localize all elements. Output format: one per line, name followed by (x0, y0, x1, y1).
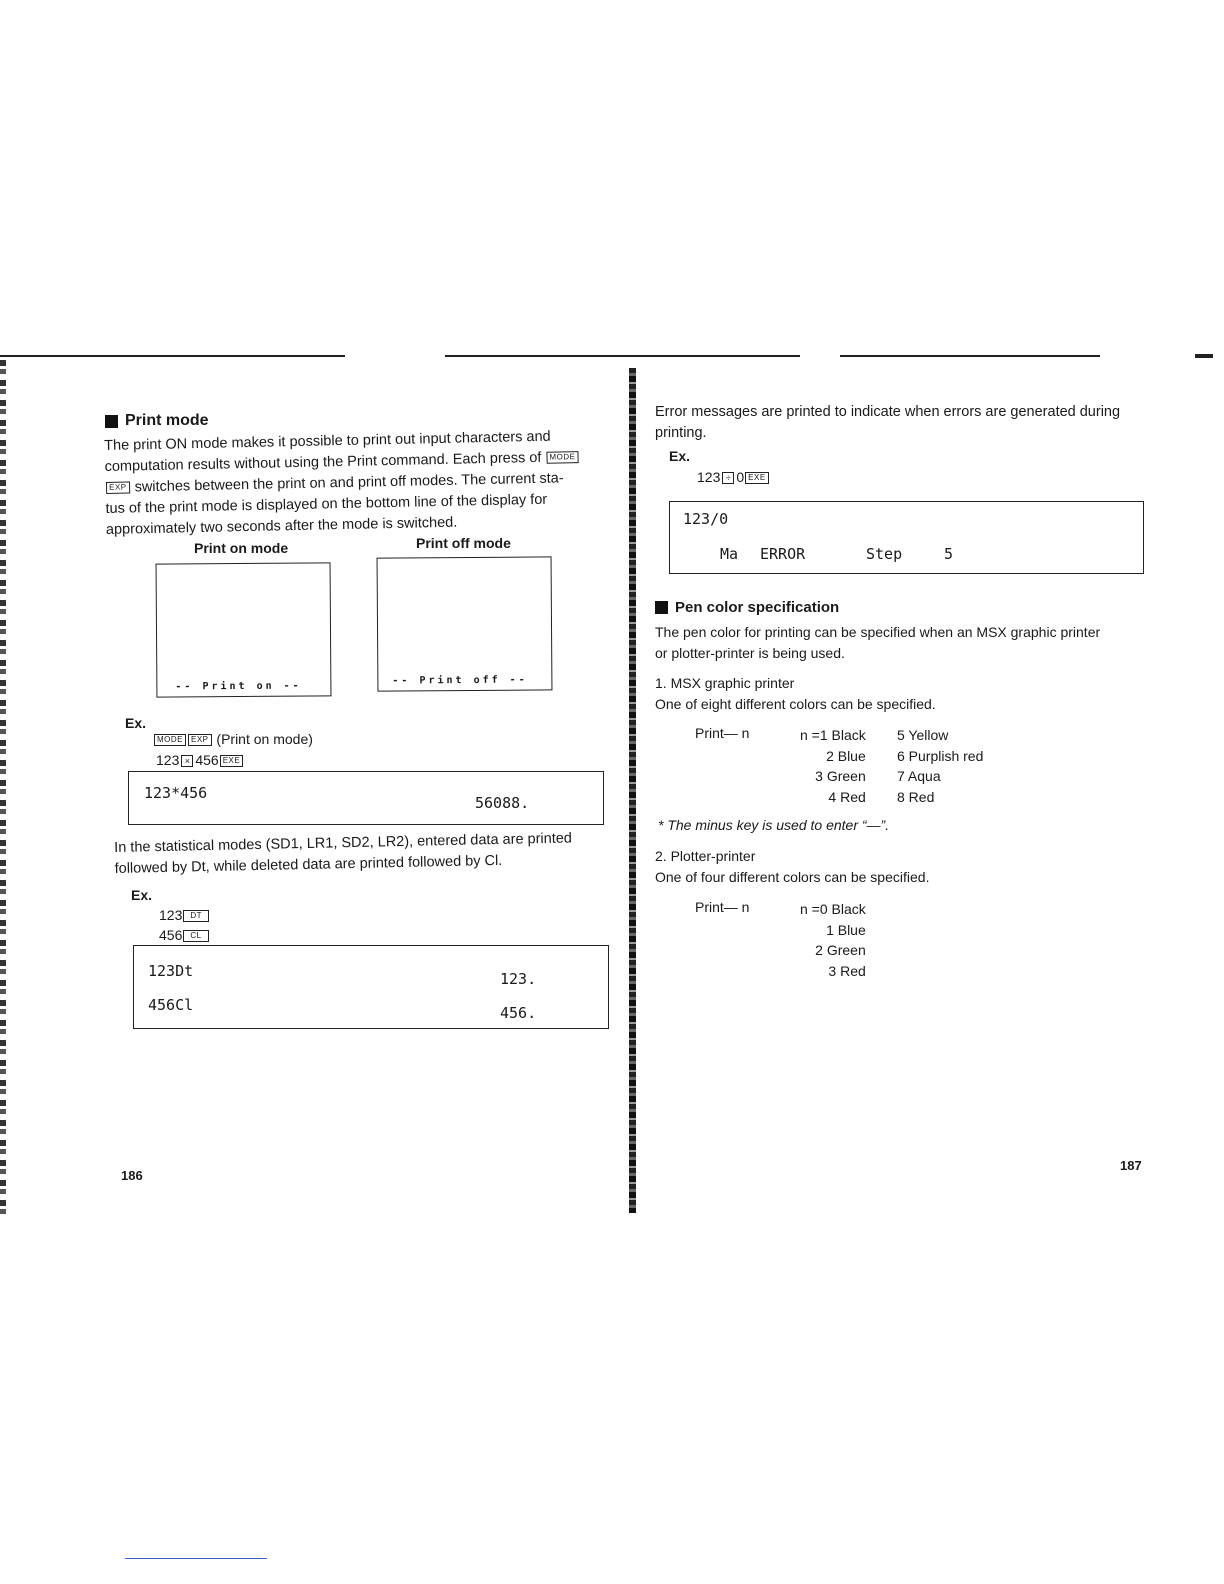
color-item: 6 Purplish red (897, 747, 984, 764)
display-input: 123/0 (683, 510, 729, 528)
plotter-command: Print— n (695, 899, 750, 915)
print-off-label: Print off mode (416, 535, 511, 551)
mode-key-icon: MODE (154, 734, 186, 746)
para-line: or plotter-printer is being used. (655, 645, 845, 661)
example-label: Ex. (669, 448, 691, 464)
exe-key-icon: EXE (220, 755, 244, 767)
pen-color-heading-text: Pen color specification (675, 599, 840, 616)
display-statistical (133, 945, 609, 1029)
top-rule-edge (1195, 354, 1213, 358)
example-stat-line-1 (159, 907, 210, 923)
example-divide-keystrokes (697, 469, 770, 485)
statistical-paragraph (114, 828, 615, 880)
para-line: In the statistical modes (SD1, LR1, SD2, LR2), entered data are printed (114, 830, 573, 856)
color-item: 7 Aqua (897, 768, 941, 784)
para-line: tus of the print mode is displayed on the bottom line of the display for (105, 491, 548, 517)
pen-color-heading (655, 599, 839, 616)
para-line: followed by Dt, while deleted data are printed followed by Cl. (114, 852, 503, 877)
multiply-key-icon: × (181, 755, 193, 767)
heading-bullet (655, 601, 668, 614)
print-on-screen-text: -- Print on -- (175, 680, 302, 693)
display-row2-right: 456. (500, 1004, 537, 1022)
cl-key-icon: CL (183, 930, 208, 942)
print-on-label: Print on mode (194, 540, 289, 556)
para-line: The print ON mode makes it possible to print out input characters and (104, 428, 551, 454)
display-step: Step (866, 545, 903, 563)
divide-key-icon: ÷ (722, 472, 734, 484)
print-mode-paragraph (104, 426, 606, 541)
display-input: 123*456 (144, 784, 208, 802)
example-number: 123 (697, 469, 721, 485)
msx-command: Print— n (695, 725, 750, 741)
minus-key-note: * The minus key is used to enter “—”. (658, 817, 890, 833)
exe-key-icon: EXE (745, 472, 769, 484)
display-ma: Ma (720, 545, 739, 563)
book-spine (629, 368, 636, 1213)
plotter-section (655, 846, 929, 888)
plotter-title: 2. Plotter-printer (655, 848, 756, 864)
color-item: n =0 Black (800, 901, 866, 917)
display-row2-left: 456Cl (148, 996, 194, 1014)
print-mode-heading-text: Print mode (125, 412, 209, 429)
display-multiply-result (128, 771, 604, 825)
para-line-text: computation results without using the Print command. Each press of (104, 449, 542, 475)
para-line: Error messages are printed to indicate when errors are generated during (655, 404, 1121, 420)
example-keystrokes-1 (153, 731, 313, 747)
bottom-mark (125, 1558, 267, 1559)
msx-color-list-1 (800, 725, 866, 807)
plotter-color-list (800, 899, 866, 981)
para-line: printing. (655, 425, 707, 441)
example-number: 0 (736, 469, 745, 485)
example-label: Ex. (131, 887, 153, 903)
print-off-screen (377, 556, 553, 691)
msx-description: One of eight different colors can be specified. (655, 696, 936, 712)
display-step-number: 5 (944, 545, 954, 563)
print-off-screen-text: -- Print off -- (392, 674, 528, 687)
page-number-left: 186 (121, 1168, 143, 1183)
display-result: 56088. (475, 794, 530, 812)
color-item: 3 Green (815, 768, 866, 784)
color-item: 5 Yellow (897, 727, 949, 743)
error-paragraph (655, 402, 1155, 444)
print-on-screen (156, 562, 332, 697)
color-item: 1 Blue (826, 921, 866, 938)
example-number: 456 (195, 752, 219, 768)
print-mode-heading (105, 412, 209, 430)
display-error (669, 501, 1144, 574)
color-item: 8 Red (897, 788, 935, 805)
display-error-text: ERROR (760, 545, 806, 563)
para-line: approximately two seconds after the mode is switched. (105, 514, 458, 538)
msx-section (655, 673, 936, 715)
para-line: The pen color for printing can be specified when an MSX graphic printer (655, 624, 1101, 640)
color-item: 3 Red (828, 962, 866, 979)
display-row1-left: 123Dt (148, 962, 194, 980)
color-item: n =1 Black (800, 727, 866, 743)
msx-title: 1. MSX graphic printer (655, 675, 795, 691)
display-row1-right: 123. (500, 970, 537, 988)
color-item: 2 Blue (826, 747, 866, 764)
color-item: 4 Red (828, 788, 866, 805)
para-line-text: switches between the print on and print off modes. The current sta- (134, 470, 564, 496)
color-item: 2 Green (815, 942, 866, 958)
example-label: Ex. (125, 715, 147, 731)
exp-key-icon: EXP (106, 482, 130, 494)
example-number: 456 (159, 927, 183, 943)
top-rule-mid (445, 355, 800, 357)
example-note: (Print on mode) (216, 731, 313, 747)
page-number-right: 187 (1120, 1158, 1142, 1173)
top-rule-left (0, 355, 345, 357)
left-page-edge (0, 360, 6, 1220)
heading-bullet (105, 415, 118, 428)
top-rule-right (840, 355, 1100, 357)
dt-key-icon: DT (183, 910, 209, 922)
example-keystrokes-2 (156, 752, 244, 768)
example-stat-line-2 (159, 927, 210, 943)
msx-color-list-2 (897, 725, 983, 807)
example-number: 123 (156, 752, 180, 768)
example-number: 123 (159, 907, 183, 923)
mode-key-icon: MODE (546, 451, 578, 464)
exp-key-icon: EXP (188, 734, 212, 746)
plotter-description: One of four different colors can be specified. (655, 869, 930, 885)
pen-color-paragraph (655, 622, 1155, 664)
